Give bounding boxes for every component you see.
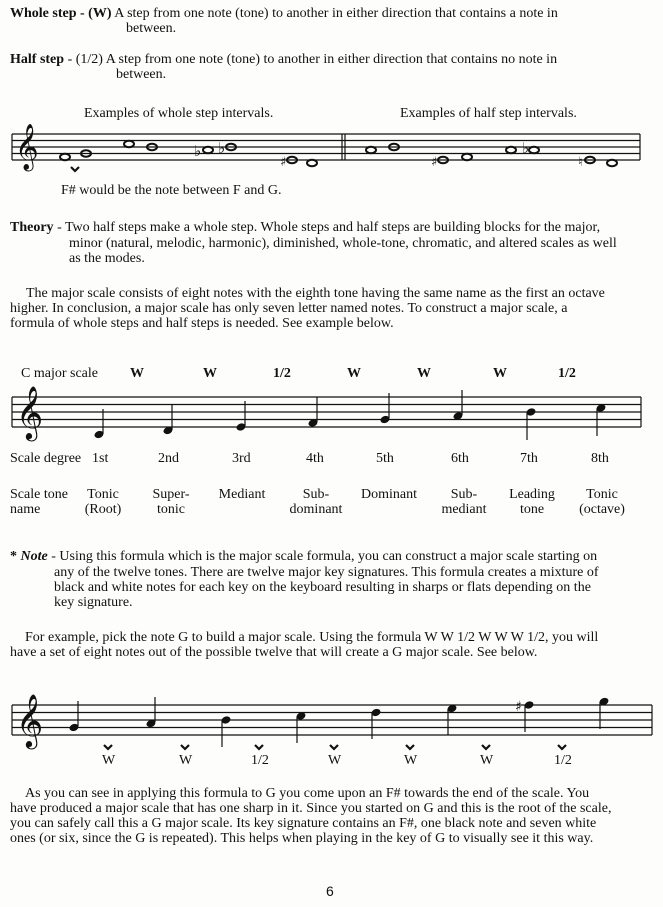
note-marker: * <box>10 549 21 564</box>
whole-step-term: Whole step - (W) <box>10 6 112 21</box>
whole-step-examples-caption: Examples of whole step intervals. <box>84 106 274 121</box>
c-step-6: W <box>493 366 507 381</box>
step-caret-icons <box>104 745 566 749</box>
caret-icon <box>558 745 566 749</box>
g-step-3: 1/2 <box>251 753 269 768</box>
c-step-4: W <box>347 366 361 381</box>
tone-name-6-line-2: mediant <box>441 502 487 517</box>
scale-tone-label-2: name <box>10 502 41 517</box>
sharp-icon: ♯ <box>280 155 287 170</box>
treble-clef-icon: 𝄞 <box>16 385 44 439</box>
caret-icon <box>330 745 338 749</box>
g-step-4: W <box>328 753 342 768</box>
theory-text-2: minor (natural, melodic, harmonic), diminished, whole-tone, chromatic, and altered scales as well <box>69 236 617 251</box>
flat-icon: ♭ <box>522 139 530 157</box>
whole-step-text-2: between. <box>126 21 177 36</box>
g-step-5: W <box>404 753 418 768</box>
c-step-7: 1/2 <box>558 366 576 381</box>
scale-degree-label: Scale degree <box>10 451 82 466</box>
flat-icon: ♭ <box>218 139 226 157</box>
degree-1: 1st <box>92 451 109 466</box>
conclusion-text-3: you can safely call this a G major scale. Its key signature contains an F#, one black note and seven white <box>10 816 597 831</box>
c-step-1: W <box>130 366 144 381</box>
conclusion-text-4: ones (or six, since the G is repeated). This helps when playing in the key of G to visually see it this way. <box>10 831 594 846</box>
note-text-1: - Using this formula which is the major scale formula, you can construct a major scale starting on <box>47 549 598 564</box>
c-step-3: 1/2 <box>273 366 291 381</box>
major-scale-intro-1: The major scale consists of eight notes with the eighth tone having the same name as the first an octave <box>26 286 605 301</box>
conclusion-text-2: have produced a major scale that has one sharp in it. Since you started on G and this is the root of the scale, <box>10 801 612 816</box>
tone-name-1-line-2: (Root) <box>84 502 122 517</box>
treble-clef-icon: 𝄞 <box>16 693 44 747</box>
tone-name-6-line-1: Sub- <box>450 487 478 502</box>
caret-icon <box>482 745 490 749</box>
degree-5: 5th <box>376 451 394 466</box>
treble-clef-icon: 𝄞 <box>15 124 39 170</box>
tone-name-4-line-2: dominant <box>289 502 343 517</box>
degree-6: 6th <box>451 451 469 466</box>
theory-term: Theory <box>10 220 54 235</box>
caret-icon <box>104 745 112 749</box>
g-step-2: W <box>179 753 193 768</box>
c-step-5: W <box>417 366 431 381</box>
degree-2: 2nd <box>158 451 179 466</box>
tone-name-3-line-1: Mediant <box>218 487 266 502</box>
g-example-text-2: have a set of eight notes out of the possible twelve that will create a G major scale. See below. <box>10 645 538 660</box>
degree-7: 7th <box>520 451 538 466</box>
conclusion-text-1: As you can see in applying this formula to G you come upon an F# towards the end of the scale. You <box>25 786 590 801</box>
tone-name-2-line-1: Super- <box>152 487 190 502</box>
caret-icon <box>181 745 189 749</box>
sharp-icon: ♯ <box>431 155 438 170</box>
tone-name-5-line-1: Dominant <box>361 487 417 502</box>
flat-icon: ♭ <box>194 142 202 160</box>
tone-name-4-line-1: Sub- <box>302 487 330 502</box>
half-step-text-1: A step from one note (tone) to another in either direction that contains no note in <box>105 52 558 67</box>
major-scale-intro-3: formula of whole steps and half steps is needed. See example below. <box>10 316 394 331</box>
theory-text-3: as the modes. <box>69 251 145 266</box>
c-step-2: W <box>203 366 217 381</box>
quarter-notes <box>69 697 610 747</box>
tone-name-8-line-1: Tonic <box>586 487 618 502</box>
tone-name-7-line-2: tone <box>519 502 545 517</box>
major-scale-intro-2: higher. In conclusion, a major scale has only seven letter named notes. To construct a major scale, a <box>10 301 568 316</box>
tone-name-7-line-1: Leading <box>509 487 555 502</box>
page-number: 6 <box>326 883 334 899</box>
g-step-6: W <box>480 753 494 768</box>
degree-3: 3rd <box>232 451 251 466</box>
f-sharp-footnote: F# would be the note between F and G. <box>61 183 282 198</box>
theory-text-1: - Two half steps make a whole step. Whole steps and half steps are building blocks for the major, <box>53 220 601 235</box>
tone-name-2-line-2: tonic <box>157 502 185 517</box>
caret-icon <box>406 745 414 749</box>
note-text-2: any of the twelve tones. There are twelve major key signatures. This formula creates a mixture of <box>54 565 599 580</box>
note-text-4: key signature. <box>54 595 133 610</box>
g-step-7: 1/2 <box>554 753 572 768</box>
scale-tone-label-1: Scale tone <box>10 487 68 502</box>
staff-lines <box>12 705 652 735</box>
g-step-1: W <box>102 753 116 768</box>
whole-step-text-1: A step from one note (tone) to another in either direction that contains a note in <box>114 6 558 21</box>
c-major-label: C major scale <box>21 366 98 381</box>
half-step-examples-caption: Examples of half step intervals. <box>400 106 577 121</box>
note-text-3: black and white notes for each key on the keyboard resulting in sharps or flats depending on the <box>54 580 591 595</box>
half-step-text-2: between. <box>116 67 167 82</box>
half-step-term: Half step <box>10 52 65 67</box>
g-example-text-1: For example, pick the note G to build a major scale. Using the formula W W 1/2 W W W 1/2, you will <box>25 630 599 645</box>
degree-4: 4th <box>306 451 324 466</box>
tone-name-1-line-1: Tonic <box>87 487 119 502</box>
degree-8: 8th <box>591 451 609 466</box>
caret-icon <box>255 745 263 749</box>
note-term: Note <box>20 549 48 564</box>
natural-icon: ♮ <box>578 155 583 170</box>
tone-name-8-line-2: (octave) <box>579 502 625 517</box>
sharp-icon: ♯ <box>515 699 522 715</box>
half-step-term-suffix: - (1/2) <box>64 52 103 67</box>
